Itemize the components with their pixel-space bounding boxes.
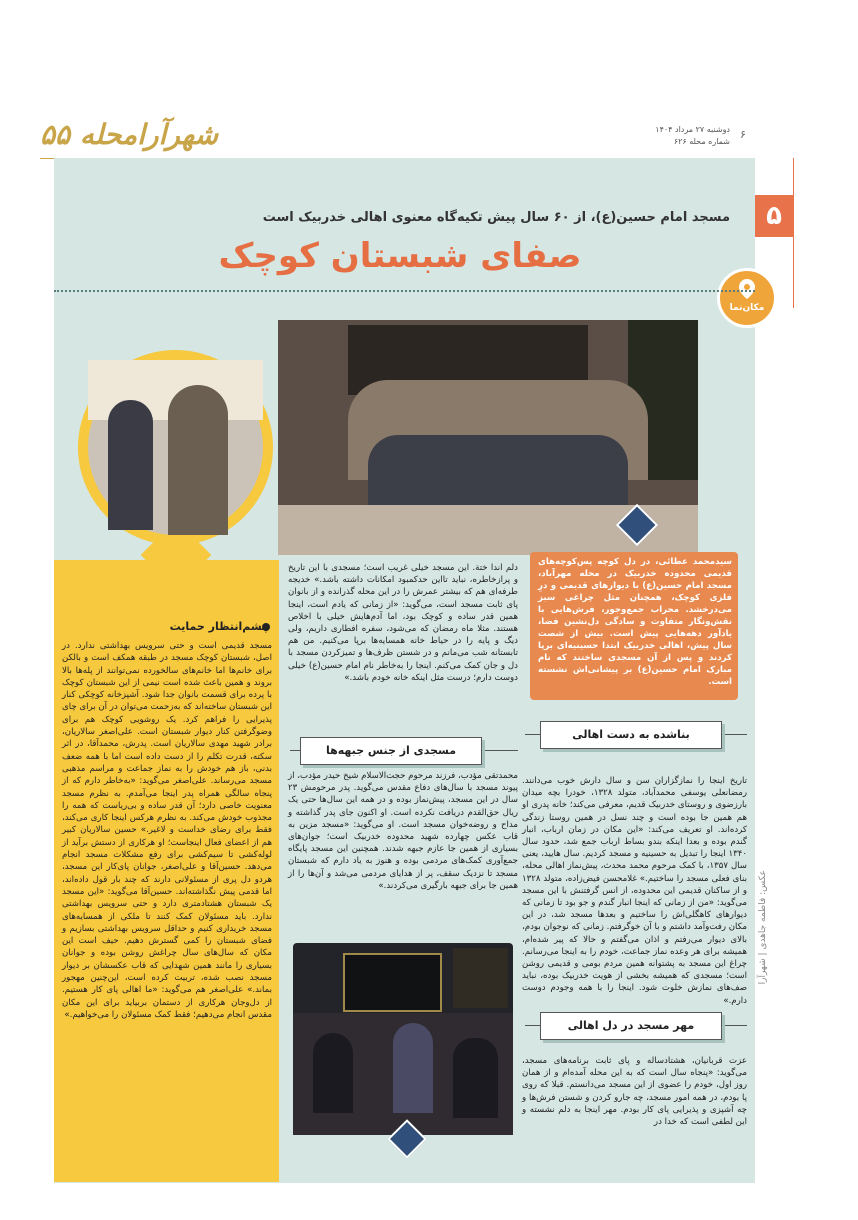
- page-number: ۶: [740, 128, 746, 141]
- title-divider: [54, 290, 755, 292]
- sidebar-body: مسجد قدیمی است و حتی سرویس بهداشتی ندارد. در اصل، شبستان کوچک مسجد در طبقه همکف است و بالکن برای خانم‌ها اما خانم‌های سالخورده نمی‌توانند از پله‌ها بالا بروند و همین باعث شده است نیمی از این شبستان کوچک با پرده برای قسمت بانوان جدا شود. آشپزخانه کوچکی کنار این شبستان ساخته‌اند که به‌زحمت می‌توان در آن برای چای پذیرایی را فراهم کرد. یک روشویی کوچک هم برای وضوگرفتن کنار دیوار شبستان است. علی‌اصغر سالاریان، برادر شهید مهدی سالاریان است. پدرش، محمدآقا، در اثر سکته، قدرت تکلم را از دست داده است اما با همه ضعف بدنی، باز هم خودش را به نماز جماعت و مراسم مذهبی مسجد می‌رساند. علی‌اصغر می‌گوید: «به‌خاطر دارم که از پنجاه سالگی همراه پدر اینجا می‌آمدم. به نظرم مسجد معنویت خاصی دارد؛ آن قدر ساده و بی‌ریاست که همه را مجذوب خودش می‌کند. به نظرم هرکس اینجا کاری می‌کند، فقط برای رضای خداست و لاغیر.» حسین سالاریان کبیر هم از اعضای فعال اینجاست؛ او هرکاری از دستش برآید از لوله‌کشی تا سیم‌کشی برای رفع مشکلات مسجد انجام می‌دهد. حسین‌آقا و علی‌اصغر، جوانان پای‌کار این مسجد، هردو دل پری از مسئولانی دارند که چند بار قول داده‌اند، اما قدمی پیش نگذاشته‌اند. حسین‌آقا می‌گوید: «این مسجد یک شبستان هشتادمتری دارد و حتی سرویس بهداشتی ندارد. باید مسئولان کمک کنند تا ملکی از همسایه‌های مسجد خریداری کنیم و حداقل سرویس بهداشتی بسازیم و فضای شبستان را کمی گسترش دهیم. حیف است این مکان که سال‌های سال چراغش روشن بوده و جوانان بسیاری را مانند همین شهدایی که قاب عکسشان بر دیوار مسجد نصب شده، تربیت کرده است، این‌چنین مهجور بماند.» علی‌اصغر هم می‌گوید: «ما اهالی پای کار هستیم. از دل‌وجان هرکاری از دستمان بربیاید برای این مکان مقدس انجام می‌دهیم؛ فقط کمک مسئولان را می‌خواهیم.»: [62, 641, 272, 1020]
- brand-logo: شهرآرامحله ۵۵: [40, 118, 219, 151]
- photo-children: [368, 435, 628, 515]
- body-text-right-2: عزت قربانیان، هشتادساله و پای ثابت برنامه‌های مسجد، می‌گوید: «پنجاه سال است که به این محله آمده‌ام و از همان روز اول، خودم را عضوی از این مسجد می‌دانستم. قبلا که روی پا بودم، در همه امور مسجد، چه جارو کردن و شستن فرش‌ها و چه آشپزی و پذیرایی پای کار بودم. مهر اینجا به دلم نشسته و این لطفی است که خدا در: [522, 1056, 747, 1128]
- section-number: ۵: [755, 195, 793, 237]
- section-tag: مکان‌نما: [729, 303, 765, 313]
- section-line: [793, 158, 794, 308]
- black-banner: [343, 953, 442, 1012]
- body-text-right-1: تاریخ اینجا را نمازگزاران سن و سال دارش خوب می‌دانند. رمضانعلی یوسفی محمدآباد، متولد ۱۳۲۸، خودرا بچه میدان بارزضوی و روستای خدربیک قدیم، معرفی می‌کند؛ خانه پدری او هم همین جا بوده است و چند نسل در همین روستا زندگی کرده‌اند. او تعریف می‌کند: «این مکان در زمان ارباب، انبار گندم بوده و بعدا اینکه بندو بساط ارباب جمع شد، حدود سال ۱۳۴۰ اینجا را تبدیل به حسینیه و مسجد کردیم. سال هایید، یعنی سال ۱۳۵۷، با کمک مرحوم محمد محدث، پیش‌نماز اهالی محله، بنای فعلی مسجد را ساختیم.» غلامحسن فیض‌زاده، متولد ۱۳۲۸ و از ساکنان قدیمی این محدوده، از انس گرفتنش با این مسجد می‌گوید: «من از زمانی که اینجا انبار گندم و جو بود تا زمانی که دیوارهای کاهگلی‌اش را ساختیم و بعدها مسجد شد، در این مکان رفت‌وآمد داشتم و با آن خوگرفتم. زمانی که نوجوان بودم، بالای دیوار می‌رفتم و اذان می‌گفتم و حالا که پیر شده‌ام، همیشه برای هر وعده نماز جماعت، خودم را به اینجا می‌رسانم. چراغ این مسجد به پشتوانه همین مردم بومی و قدیمی روشن است؛ مسجدی که همیشه بخشی از هویت خدربیک بوده، نباید صف‌های نمازش خلوت شود. اینجا را با همه وجودم دوست دارم.»: [522, 776, 748, 1006]
- sidebar-heading: چشم‌انتظار حمایت: [169, 620, 270, 633]
- body-text-middle: محمدتقی مؤدب، فرزند مرحوم حجت‌الاسلام شیخ حیدر مؤدب، از پیوند مسجد با سال‌های دفاع مقدس می‌گوید. پدر مرحومش ۲۳ سال در این مسجد، پیش‌نماز بوده و در همه این سال‌ها حتی یک ریال حق‌القدم دریافت نکرده است. او اکنون جای پدر گذاشته و مداح و روضه‌خوان مسجد است. او می‌گوید: «مسجد مزین به قاب عکس چهارده شهید محدوده خدربیک است؛ جوان‌های بسیاری از همین جا عازم جبهه شدند. همچنین این مسجد پایگاه جمع‌آوری کمک‌های مردمی بوده و هنوز به یاد دارم که شبستان مسجد تا نزدیک سقف، پر از هدایای مردمی می‌شد و آن‌ها را از همین جا برای جبهه بارگیری می‌کردند.»: [288, 771, 518, 891]
- issue-number: شماره محله ۶۲۶: [673, 137, 730, 146]
- issue-date: دوشنبه ۲۷ مرداد ۱۴۰۴: [655, 125, 730, 134]
- subheading-right-1: بناشده به دست اهالی: [540, 721, 722, 749]
- lead-text: سیدمحمد عطائی، در دل کوچه پس‌کوچه‌های قدیمی محدوده خدربیک در محله مهرآباد، مسجد امام حسین(ع) با دیوارهای قدیمی و درِ فلزی کوچک، همچنان مثل چراغی سبز می‌درخشد. محراب جمع‌وجور، فرش‌هایی با نقش‌ونگار متفاوت و سادگی دل‌نشین فضا، یادآور دهه‌هایی پیش است. بیش از شصت سال پیش، اهالی خدربیک ابتدا حسینیه‌ای برپا کردند و پس از آن مسجدی ساختند که نام مبارک امام حسین(ع) بر پیشانی‌اش نشسته است.: [538, 557, 732, 687]
- issue-info: [620, 124, 730, 148]
- body-text-middle-top: دلم اندا ختة. این مسجد خیلی غریب است؛ مسجدی با این تاریخ و پرازخاطره، نباید تااین حدکمبود امکانات داشته باشد.» خدیجه طرفه‌ای هم که بیشتر عمرش را در این محله گذرانده و از بانوان پای ثابت مسجد است، می‌گوید: «از زمانی که یادم است، اینجا همین قدر ساده و کوچک بود، اما آدم‌هایش خیلی با اخلاص هستند. مثلا ماه رمضان که می‌شود، سفره افطاری داریم، ولی دیگ و پایه را در حیاط خانه همسایه‌ها برپا می‌کنیم. من هم تابستانه شب می‌مانم و در شستن ظرف‌ها و تمیزکردن مسجد با دل و جان کمک می‌کنم. اینجا را به‌خاطر نام امام حسین(ع) خیلی دوست دارم؛ درست مثل اینکه خانه خودم باشد.»: [288, 563, 518, 683]
- masthead: [0, 110, 858, 160]
- subheading-right-2: مهر مسجد در دل اهالی: [540, 1012, 722, 1040]
- elderly-man-photo: [88, 360, 263, 535]
- photo-credit: عکس: فاطمه جاهدی | شهرآرا: [758, 870, 768, 985]
- women-gathering-photo: [293, 943, 513, 1135]
- article-title: صفای شبستان کوچک: [218, 236, 582, 276]
- location-pin-icon: [739, 279, 755, 299]
- subheading-middle: مسجدی از جنس جبهه‌ها: [300, 737, 482, 765]
- article-subtitle: مسجد امام حسین(ع)، از ۶۰ سال پیش تکیه‌گاه معنوی اهالی خدربیک است: [262, 210, 730, 225]
- section-tag-badge: [717, 268, 777, 328]
